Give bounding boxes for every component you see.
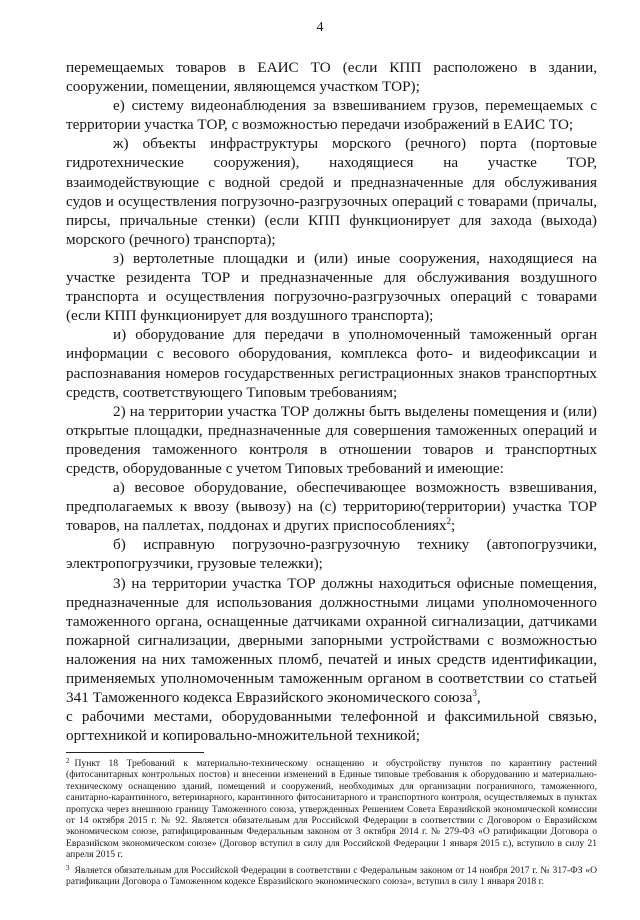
footnote-divider <box>66 752 204 753</box>
footnote-text: Является обязательным для Российской Федерации в соответствии с Федеральным законом от 14 ноября 2017 г. № 317-ФЗ «О ратификации Договора о Таможенном кодексе Евразийского экономического союза», вступил в силу 1 января 2018 г. <box>66 864 597 888</box>
paragraph: 2) на территории участка ТОР должны быть выделены помещения и (или) открытые площадки, предназначенные для совершения таможенных операций и проведения таможенного контроля в отношении товаров и транспортных средств, оборудованные с учетом Типовых требований и имеющие: <box>66 402 597 477</box>
footnote-text: Пункт 18 Требований к материально-техническому оснащению и обустройству пунктов по карантину растений (фитосанитарных контрольных постов) и внесении изменений в Единые типовые требования к оборудованию и материально-техническому оснащению зданий, помещений и сооружений, необходимых для организации пограничного, таможенного, санитарно-карантинного, ветеринарного, карантинного фитосанитарного и транспортного контроля, осуществляемых в пунктах пропуска через внешнюю границу Таможенного союза, утвержденных Решением Совета Евразийской экономической комиссии от 14 октября 2015 г. № 92. Является обязательным для Российской Федерации в соответствии с Договором о Евразийском экономическом союзе, ратифицированным Федеральным законом от 3 октября 2014 г. № 279-ФЗ «О ратификации Договора о Евразийском экономическом союзе» (Договор вступил в силу для Российской Федерации 1 января 2015 г.), вступило в силу 21 апреля 2015 г. <box>66 758 597 861</box>
paragraph-text: 3) на территории участка ТОР должны находиться офисные помещения, предназначенные для использования должностными лицами уполномоченного таможенного органа, оснащенные датчиками охранной сигнализации, датчиками пожарной сигнализации, дверными запорными устройствами с возможностью наложения на них таможенных пломб, печатей и иных средств идентификации, применяемых уполномоченным таможенным органом в соответствии со статьей 341 Таможенного кодекса Евразийского экономического союза <box>66 574 597 707</box>
paragraph <box>66 478 597 535</box>
paragraph <box>66 574 597 708</box>
footnote <box>66 863 597 888</box>
footnote-ref: 2 <box>446 516 452 527</box>
paragraph: е) систему видеонаблюдения за взвешиванием грузов, перемещаемых с территории участка ТОР, с возможностью передачи изображений в ЕАИС ТО; <box>66 97 597 134</box>
paragraph: б) исправную погрузочно-разгрузочную технику (автопогрузчики, электропогрузчики, грузовые тележки); <box>66 536 597 573</box>
paragraph: с рабочими местами, оборудованными телефонной и факсимильной связью, оргтехникой и копировально-множительной техникой; <box>66 708 597 745</box>
paragraph: з) вертолетные площадки и (или) иные сооружения, находящиеся на участке резидента ТОР и предназначенные для обслуживания воздушного транспорта и осуществления погрузочно-разгрузочных операций с товарами (если КПП функционирует для воздушного транспорта); <box>66 249 597 325</box>
footnote-mark: 2 <box>66 757 70 765</box>
footnote <box>66 756 597 861</box>
paragraph-tail: ; <box>451 517 456 535</box>
footnote-mark: 3 <box>66 863 70 872</box>
paragraph: ж) объекты инфраструктуры морского (речного) порта (портовые гидротехнические сооружения), находящиеся на участке ТОР, взаимодействующие с водной средой и предназначенные для обслуживания судов и осуществления погрузочно-разгрузочных операций с товарами (причалы, пирсы, причальные стенки) (если КПП функционирует для захода (выхода) морского (речного) транспорта); <box>66 135 597 248</box>
paragraph-tail: , <box>476 689 481 707</box>
paragraph-text: а) весовое оборудование, обеспечивающее возможность взвешивания, предполагаемых к ввозу (вывозу) на (с) территорию(территории) участка ТОР товаров, на паллетах, поддонах и других приспособлениях <box>66 479 597 535</box>
paragraph: перемещаемых товаров в ЕАИС ТО (если КПП расположено в здании, сооружении, помещении, являющемся участком ТОР); <box>66 59 597 96</box>
paragraph: и) оборудование для передачи в уполномоченный таможенный орган информации с весового оборудования, комплекса фото- и видеофиксации и распознавания номеров государственных регистрационных знаков транспортных средств, соответствующего Типовым требованиям; <box>66 326 597 401</box>
document-body <box>66 58 597 745</box>
footnotes <box>66 756 597 887</box>
footnote-ref: 3 <box>472 688 477 699</box>
page-number: 4 <box>316 20 324 35</box>
